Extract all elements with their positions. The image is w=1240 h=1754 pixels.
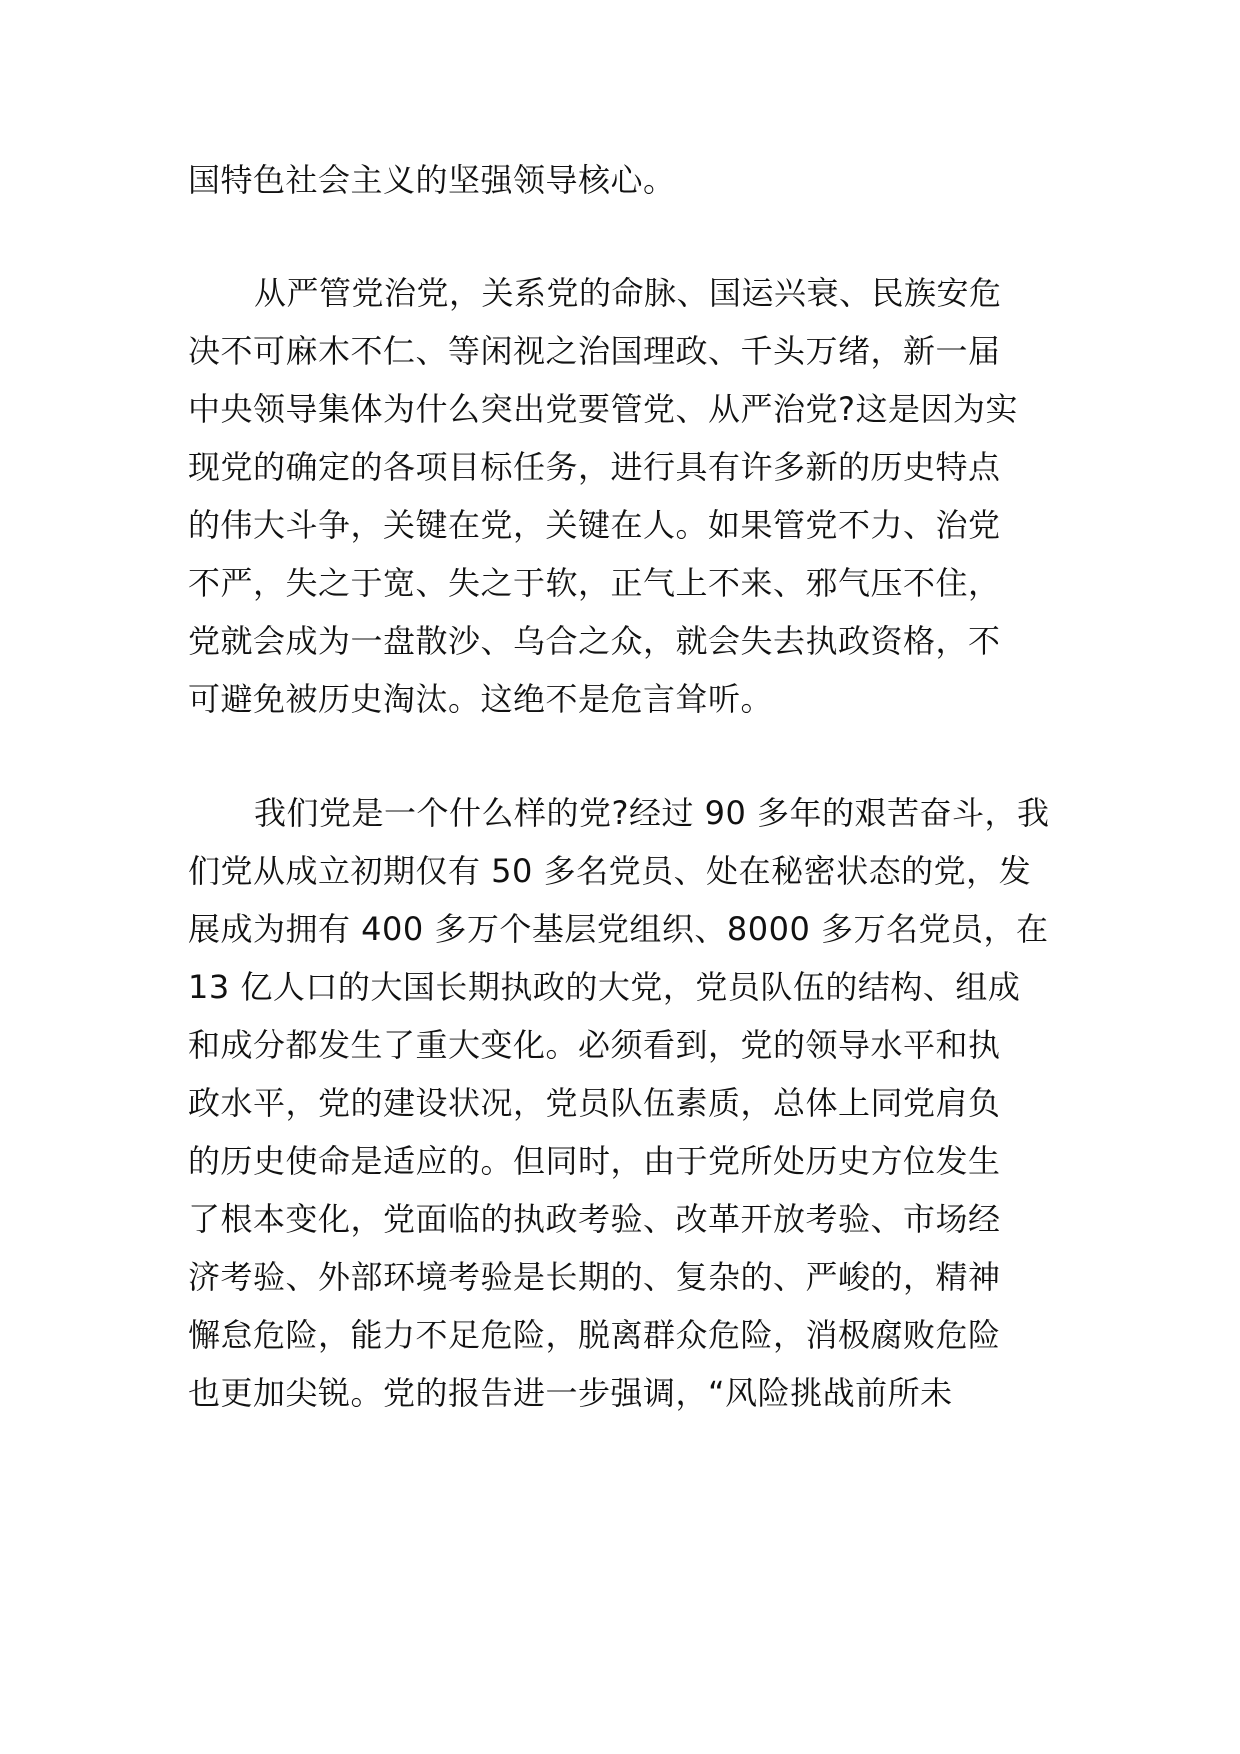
paragraph-line: 不严，失之于宽、失之于软，正气上不来、邪气压不住， bbox=[188, 564, 1001, 602]
paragraph-line: 了根本变化，党面临的执政考验、改革开放考验、市场经 bbox=[188, 1200, 1001, 1238]
paragraph-line: 中央领导集体为什么突出党要管党、从严治党?这是因为实 bbox=[188, 390, 1018, 428]
paragraph-line: 13 亿人口的大国长期执政的大党，党员队伍的结构、组成 bbox=[188, 968, 1021, 1006]
paragraph-line: 我们党是一个什么样的党?经过 90 多年的艰苦奋斗，我 bbox=[254, 794, 1050, 832]
paragraph-line: 懈怠危险，能力不足危险，脱离群众危险，消极腐败危险 bbox=[188, 1316, 1001, 1354]
paragraph-line: 济考验、外部环境考验是长期的、复杂的、严峻的，精神 bbox=[188, 1258, 1001, 1296]
paragraph-line: 现党的确定的各项目标任务，进行具有许多新的历史特点 bbox=[188, 448, 1001, 486]
paragraph-line: 和成分都发生了重大变化。必须看到，党的领导水平和执 bbox=[188, 1026, 1001, 1064]
paragraph-line: 政水平，党的建设状况，党员队伍素质，总体上同党肩负 bbox=[188, 1084, 1001, 1122]
paragraph-line: 也更加尖锐。党的报告进一步强调，“风险挑战前所未 bbox=[188, 1374, 953, 1412]
paragraph-line: 们党从成立初期仅有 50 多名党员、处在秘密状态的党，发 bbox=[188, 852, 1032, 890]
paragraph-line: 决不可麻木不仁、等闲视之治国理政、千头万绪，新一届 bbox=[188, 332, 1001, 370]
paragraph-line: 从严管党治党，关系党的命脉、国运兴衰、民族安危 bbox=[254, 274, 1002, 312]
paragraph-line: 的历史使命是适应的。但同时，由于党所处历史方位发生 bbox=[188, 1142, 1001, 1180]
paragraph-line: 可避免被历史淘汰。这绝不是危言耸听。 bbox=[188, 680, 774, 718]
paragraph-line: 党就会成为一盘散沙、乌合之众，就会失去执政资格，不 bbox=[188, 622, 1001, 660]
paragraph-line: 国特色社会主义的坚强领导核心。 bbox=[188, 161, 676, 199]
paragraph-line: 的伟大斗争，关键在党，关键在人。如果管党不力、治党 bbox=[188, 506, 1001, 544]
paragraph-line: 展成为拥有 400 多万个基层党组织、8000 多万名党员，在 bbox=[188, 910, 1049, 948]
